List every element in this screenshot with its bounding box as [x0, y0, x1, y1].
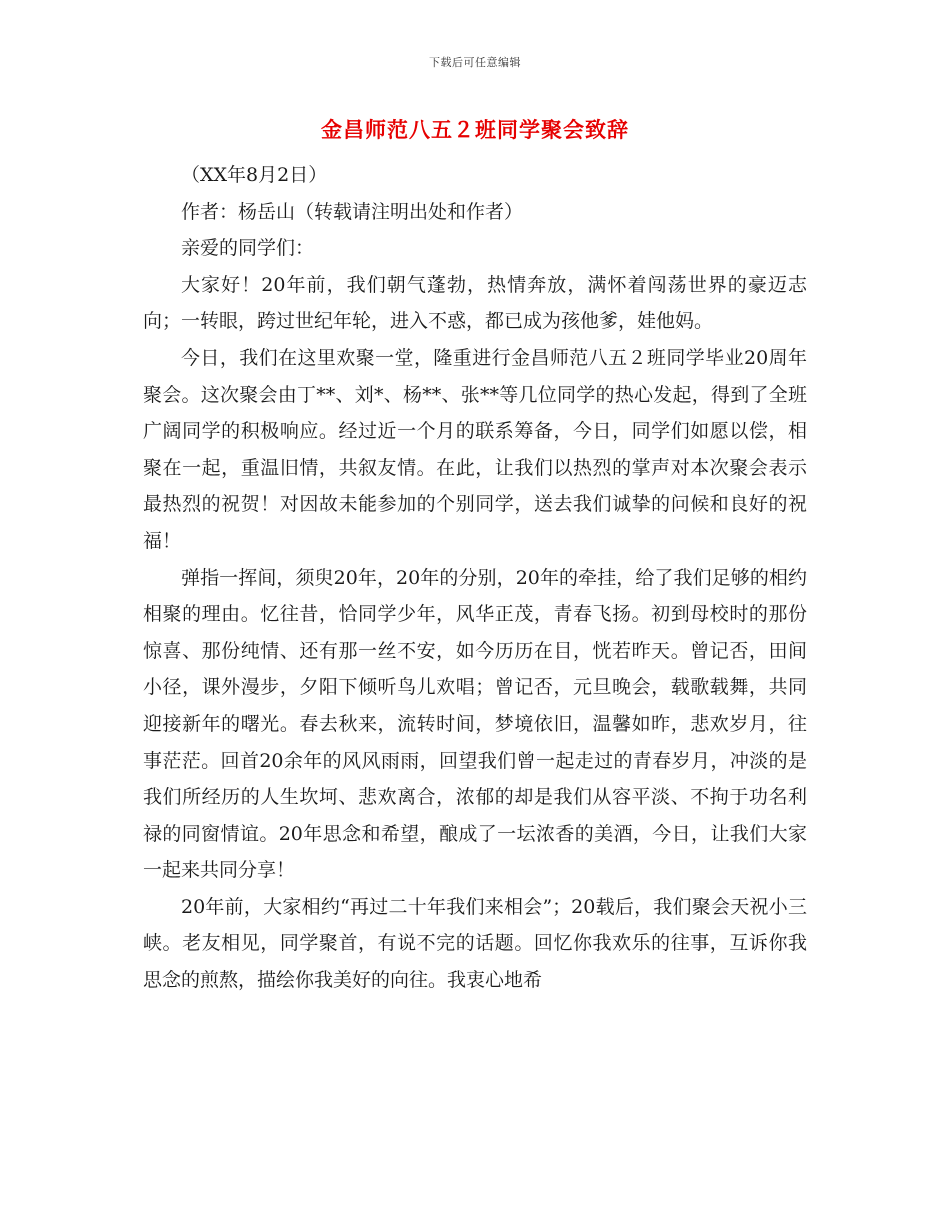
- author-line: 作者：杨岳山（转载请注明出处和作者）: [181, 200, 524, 223]
- date-line: （XX年8月2日）: [181, 164, 328, 186]
- paragraph: 今日，我们在这里欢聚一堂，隆重进行金昌师范八五２班同学毕业20周年聚会。这次聚会由丁**、刘*、杨**、张**等几位同学的热心发起，得到了全班广阔同学的积极响应。经过近一个月的联系筹备，今日，同学们如愿以偿，相聚在一起，重温旧情，共叙友情。在此，让我们以热烈的掌声对本次聚会表示最热烈的祝贺！对因故未能参加的个别同学，送去我们诚挚的问候和良好的祝福！: [143, 346, 807, 552]
- paragraph: 弹指一挥间，须臾20年，20年的分别，20年的牵挂，给了我们足够的相约相聚的理由。忆往昔，恰同学少年，风华正茂，青春飞扬。初到母校时的那份惊喜、那份纯情、还有那一丝不安，如今历历在目，恍若昨天。曾记否，田间小径，课外漫步，夕阳下倾听鸟儿欢唱；曾记否，元旦晚会，载歌载舞，共同迎接新年的曙光。春去秋来，流转时间，梦境依旧，温馨如昨，悲欢岁月，往事茫茫。回首20余年的风风雨雨，回望我们曾一起走过的青春岁月，冲淡的是我们所经历的人生坎坷、悲欢离合，浓郁的却是我们从容平淡、不拘于功名利禄的同窗情谊。20年思念和希望，酿成了一坛浓香的美酒，今日，让我们大家一起来共同分享！: [143, 566, 807, 882]
- salutation: 亲爱的同学们：: [181, 237, 315, 260]
- paragraph: 大家好！20年前，我们朝气蓬勃，热情奔放，满怀着闯荡世界的豪迈志向；一转眼，跨过世纪年轮，进入不惑，都已成为孩他爹，娃他妈。: [143, 273, 807, 333]
- header-note: 下载后可任意编辑: [429, 56, 521, 69]
- document-title: 金昌师范八五２班同学聚会致辞: [321, 117, 629, 142]
- document-body: [143, 157, 807, 999]
- paragraph: 20年前，大家相约“再过二十年我们来相会”；20载后，我们聚会天祝小三峡。老友相见，同学聚首，有说不完的话题。回忆你我欢乐的往事，互诉你我思念的煎熬，描绘你我美好的向往。我衷心地希: [143, 895, 807, 992]
